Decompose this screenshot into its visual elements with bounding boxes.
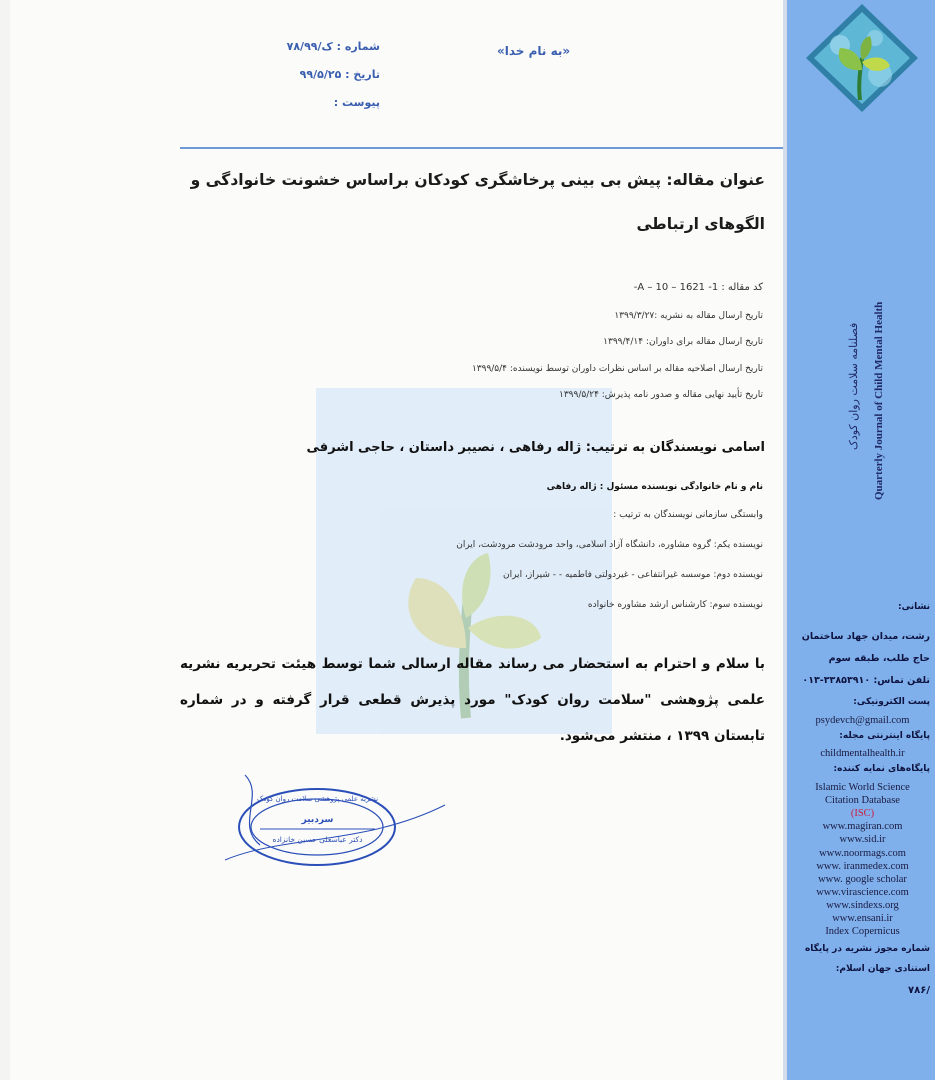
index-item: www.sid.ir (839, 834, 886, 846)
phone: تلفن تماس: ۳۳۸۵۳۹۱۰-۰۱۳ (802, 675, 930, 686)
editor-stamp (205, 765, 465, 895)
affiliation-3: نویسنده سوم: کارشناس ارشد مشاوره خانواده (587, 600, 763, 610)
letter-date: تاریخ : ۹۹/۵/۲۵ (299, 68, 380, 81)
address-line-1: رشت، میدان جهاد ساختمان (801, 631, 930, 643)
license-heading: شماره مجوز نشریه در پایگاه (804, 944, 930, 955)
index-item: www.magiran.com (822, 821, 903, 833)
affiliation-1: نویسنده یکم: گروه مشاوره، دانشگاه آزاد اسلامی، واحد مرودشت مرودشت، ایران (456, 540, 763, 550)
acceptance-date: تاریخ تأیید نهایی مقاله و صدور نامه پذیرش: ۱۳۹۹/۵/۲۴ (559, 390, 763, 400)
stamp-role: سردبیر (301, 815, 334, 825)
basmala: «به نام خدا» (497, 44, 571, 58)
site-heading: پایگاه اینترنتی مجله: (839, 731, 930, 742)
header-divider (180, 147, 783, 149)
journal-logo (800, 0, 925, 120)
address-heading: نشانی: (897, 602, 930, 612)
index-heading: پایگاه‌های نمایه کننده: (833, 763, 930, 774)
index-item: www.sindexs.org (826, 900, 899, 911)
index-item: www.noormags.com (819, 847, 906, 859)
license-number: ۷۸۶/ (908, 984, 930, 996)
index-item: www. iranmedex.com (816, 860, 909, 872)
letter-number: شماره : ک/۷۸/۹۹ (286, 40, 380, 53)
email-heading: پست الکترونیکی: (853, 696, 930, 707)
license-sub: استنادی جهان اسلام: (835, 963, 930, 974)
contact-block (795, 598, 930, 997)
submission-date: تاریخ ارسال مقاله به نشریه :۱۳۹۹/۳/۲۷ (614, 311, 763, 321)
authors: اسامی نویسندگان به ترتیب: ژاله رفاهی ، نصیبر داستان ، حاجی اشرفی (306, 440, 765, 455)
affiliation-2: نویسنده دوم: موسسه غیرانتفاعی - غیردولتی فاطمیه - - شیراز، ایران (502, 570, 763, 580)
stamp-name: دکتر عباسعلی حسین خانزاده (272, 835, 363, 844)
review-date: تاریخ ارسال مقاله برای داوران: ۱۳۹۹/۴/۱۴ (603, 337, 763, 347)
article-code: کد مقاله : A – 10 – 1621 -1- (633, 282, 763, 293)
index-item: Index Copernicus (825, 926, 900, 938)
index-isc-abbr: (ISC) (850, 808, 875, 820)
acceptance-message: با سلام و احترام به استحضار می رساند مقاله ارسالی شما توسط هیئت تحریریه نشریه علمی پژوهشی "سلامت روان کودک" مورد پذیرش قطعی قرار گرفته و در شماره تابستان ۱۳۹۹ ، منتشر می‌شود. (180, 656, 765, 744)
letter-attachment: پیوست : (333, 96, 380, 109)
index-isc-2: Citation Database (825, 795, 900, 806)
email: psydevch@gmail.com (815, 715, 910, 727)
revision-date: تاریخ ارسال اصلاحیه مقاله بر اساس نظرات داوران توسط نویسنده: ۱۳۹۹/۵/۴ (471, 364, 763, 374)
journal-name-en: Quarterly Journal of Child Mental Health (873, 301, 885, 500)
article-title: عنوان مقاله: پیش بی بینی پرخاشگری کودکان براساس خشونت خانوادگی و الگوهای ارتباطی (190, 171, 765, 233)
index-item: www.ensani.ir (832, 913, 893, 925)
index-isc-1: Islamic World Science (815, 781, 910, 793)
journal-name-fa: فصلنامه سلامت روان کودک (847, 322, 860, 450)
stamp-ring-text: نشریه علمی پژوهشی سلامت روان کودک (256, 795, 379, 803)
index-item: www. google scholar (818, 873, 907, 885)
corresponding-author: نام و نام خانوادگی نویسنده مسئول : ژاله رفاهی (546, 482, 763, 492)
index-item: www.virascience.com (816, 886, 909, 898)
site: childmentalhealth.ir (820, 747, 905, 759)
address-line-2: حاج طلب، طبقه سوم (828, 653, 930, 665)
journal-name-vertical (825, 250, 885, 510)
affiliation-heading: وابستگی سازمانی نویسندگان به ترتیب : (613, 510, 763, 520)
